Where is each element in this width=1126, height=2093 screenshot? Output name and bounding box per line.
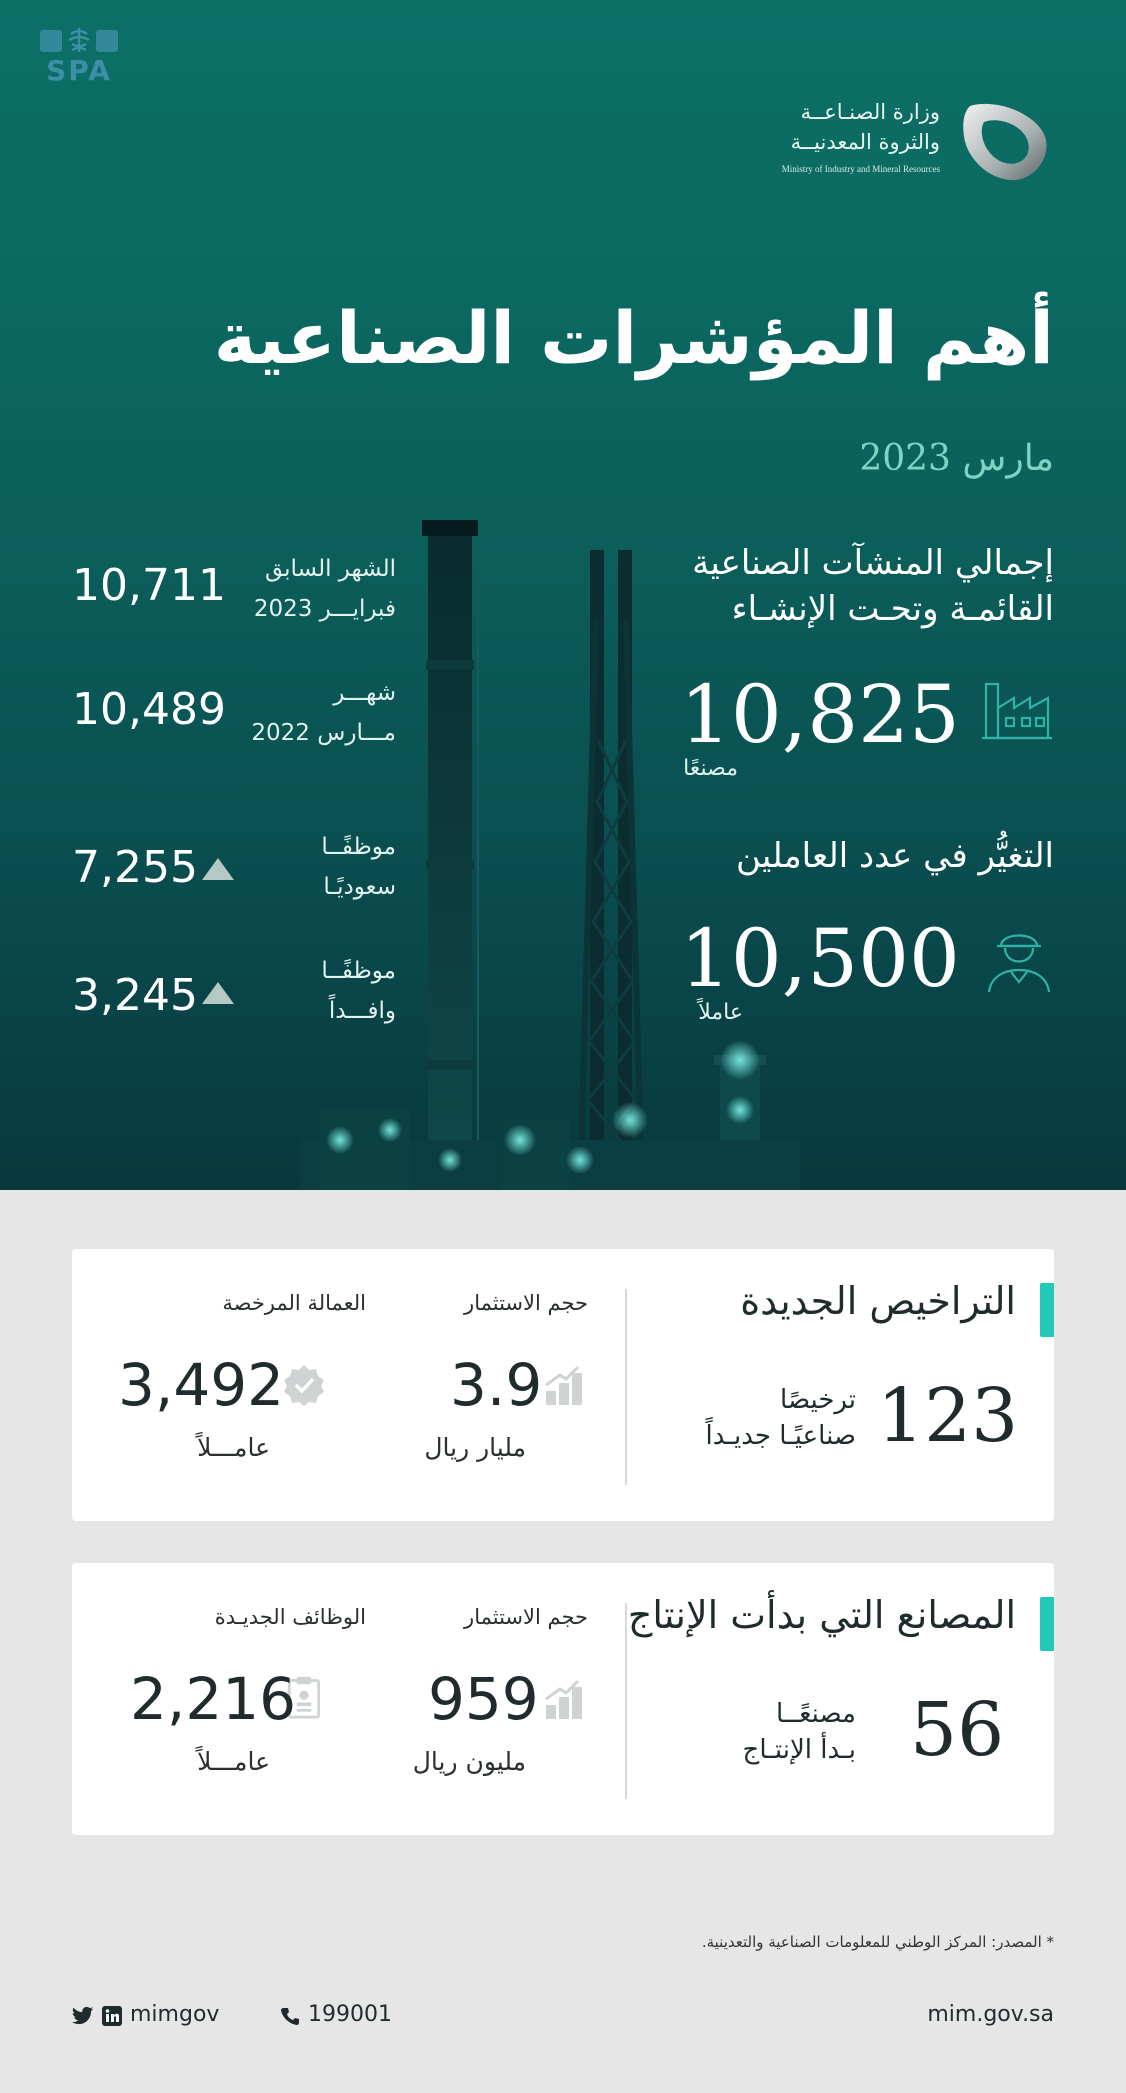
growth-chart-icon xyxy=(542,1677,586,1721)
expat-employees-label1: موظفًــا xyxy=(321,958,396,984)
last-year-date: مـــارس 2022 xyxy=(251,720,396,746)
licenses-investment-unit: مليار ريال xyxy=(424,1433,526,1462)
facilities-value: 10,825 xyxy=(680,668,960,761)
up-arrow-icon xyxy=(202,858,234,880)
saudi-employees-label1: موظفًــا xyxy=(321,834,396,860)
new-licenses-count-label2: صناعيًـا جديـداً xyxy=(705,1421,856,1451)
new-licenses-count: 123 xyxy=(877,1373,1019,1459)
employees-value: 10,500 xyxy=(680,912,960,1005)
licensed-labor-title: العمالة المرخصة xyxy=(222,1291,366,1315)
spa-logo-text: SPA xyxy=(46,54,112,87)
production-start-title: المصانع التي بدأت الإنتاج xyxy=(627,1593,1016,1637)
ministry-ring-icon xyxy=(956,96,1052,188)
last-year-label: شهـــر xyxy=(333,680,396,706)
last-year-value: 10,489 xyxy=(72,684,226,735)
card-accent-bar xyxy=(1040,1283,1054,1337)
page-title: أهم المؤشرات الصناعية xyxy=(213,296,1054,380)
production-start-card xyxy=(72,1563,1054,1835)
new-jobs-unit: عامـــلاً xyxy=(197,1747,270,1776)
linkedin-icon[interactable] xyxy=(102,2006,122,2026)
report-period: مارس 2023 xyxy=(859,438,1054,479)
facilities-title-line2: القائمـة وتحـت الإنشـاء xyxy=(731,589,1054,629)
production-investment-unit: مليون ريال xyxy=(412,1747,526,1776)
facilities-unit: مصنعًا xyxy=(683,756,738,781)
phone-number[interactable]: 199001 xyxy=(308,2002,392,2027)
facilities-title-line1: إجمالي المنشآت الصناعية xyxy=(692,543,1054,583)
saudi-employees-label2: سعوديًـا xyxy=(323,874,396,900)
growth-chart-icon xyxy=(542,1363,586,1407)
up-arrow-icon xyxy=(202,982,234,1004)
ministry-logo xyxy=(752,96,1052,186)
facilities-title xyxy=(634,540,1054,632)
production-start-count-label2: بـدأ الإنتـاج xyxy=(742,1735,856,1765)
ministry-name-en: Ministry of Industry and Mineral Resources xyxy=(781,164,940,174)
licenses-investment-value: 3.9 xyxy=(450,1351,543,1419)
employees-unit: عاملاً xyxy=(698,1000,743,1025)
twitter-icon[interactable] xyxy=(72,2006,94,2026)
card-accent-bar xyxy=(1040,1597,1054,1651)
licenses-investment-title: حجم الاستثمار xyxy=(464,1291,588,1315)
licensed-labor-unit: عامـــلاً xyxy=(197,1433,270,1462)
palm-swords-emblem-icon xyxy=(38,26,120,56)
new-jobs-title: الوظائف الجديـدة xyxy=(214,1605,366,1629)
verified-badge-icon xyxy=(282,1363,326,1407)
production-investment-title: حجم الاستثمار xyxy=(464,1605,588,1629)
new-licenses-card xyxy=(72,1249,1054,1521)
card-divider xyxy=(625,1603,627,1799)
prev-month-value: 10,711 xyxy=(72,560,226,611)
licensed-labor-value: 3,492 xyxy=(118,1351,285,1419)
employees-title: التغيُّر في عدد العاملين xyxy=(736,836,1054,876)
saudi-employees-value: 7,255 xyxy=(72,842,198,893)
card-divider xyxy=(625,1289,627,1485)
expat-employees-label2: وافـــداً xyxy=(328,998,396,1024)
new-licenses-count-label1: ترخيصًا xyxy=(780,1385,856,1415)
website-link[interactable]: mim.gov.sa xyxy=(927,2002,1054,2027)
production-start-count-label1: مصنعًــا xyxy=(775,1699,856,1729)
production-start-count: 56 xyxy=(910,1687,1005,1773)
ministry-name-ar-line2: والثروة المعدنيــة xyxy=(790,130,940,154)
factory-icon xyxy=(980,678,1054,742)
worker-icon xyxy=(985,920,1053,994)
new-licenses-title: التراخيص الجديدة xyxy=(740,1279,1016,1323)
spa-logo xyxy=(38,26,120,87)
prev-month-label: الشهر السابق xyxy=(264,556,396,582)
source-note: * المصدر: المركز الوطني للمعلومات الصناعية والتعدينية. xyxy=(701,1933,1054,1951)
new-jobs-value: 2,216 xyxy=(130,1665,297,1733)
social-handle[interactable]: mimgov xyxy=(130,2002,220,2027)
prev-month-date: فبرايـــر 2023 xyxy=(253,596,396,622)
phone-icon xyxy=(280,2006,300,2026)
production-investment-value: 959 xyxy=(428,1665,539,1733)
ministry-name-ar-line1: وزارة الصنـاعــة xyxy=(800,100,940,124)
expat-employees-value: 3,245 xyxy=(72,970,198,1021)
